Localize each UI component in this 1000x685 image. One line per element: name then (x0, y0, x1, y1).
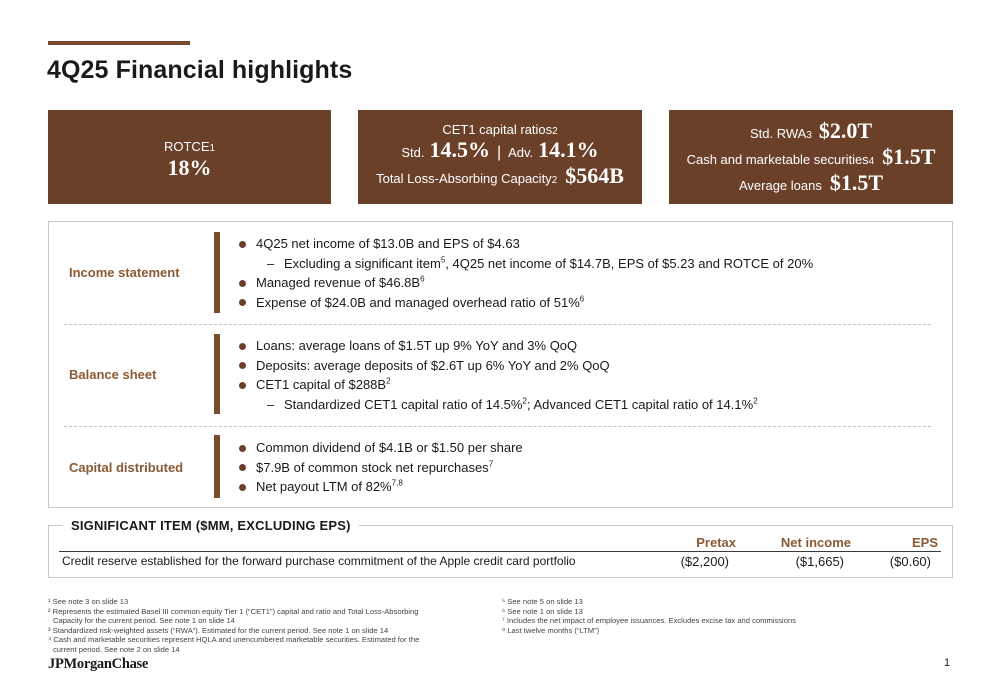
eps-header: EPS (911, 535, 938, 550)
rwa-value: $2.0T (818, 118, 873, 143)
balance-sheet-label: Balance sheet (69, 367, 157, 382)
tlac-value: $564B (565, 163, 624, 188)
cet1-values-line (358, 137, 642, 163)
tlac-line: Total Loss-Absorbing Capacity 2 $564B (376, 163, 624, 188)
cash-label: Cash and marketable securities (686, 152, 869, 167)
footnote: ⁷ Includes the net impact of employee issuances. Excludes excise tax and commissions (502, 616, 796, 626)
list-item: CET1 capital of $\$288B^2$ (239, 375, 758, 395)
page-title: 4Q25 Financial highlights (47, 56, 353, 84)
rwa-line: Std. RWA 3 $2.0T (749, 118, 873, 143)
kpi-cet1-box (358, 110, 642, 204)
cash-line: Cash and marketable securities 4 $1.5T (686, 144, 936, 169)
income-statement-label: Income statement (69, 265, 180, 280)
footnote: ⁶ See note 1 on slide 13 (502, 606, 583, 616)
table-header-rule (59, 551, 941, 552)
footnote: ⁸ Last twelve months (“LTM”) (502, 625, 600, 635)
footnote: ¹ See note 3 on slide 13 (48, 597, 129, 606)
footnote: Capacity for the current period. See note 1 on slide 14 (53, 616, 235, 626)
net-income-value: ($1,665) (795, 554, 844, 569)
rwa-label: Std. RWA (749, 126, 807, 141)
balance-bullet-list (239, 336, 758, 414)
section-divider (64, 426, 931, 427)
cet1-std-value: 14.5% (429, 137, 490, 162)
footnote: ⁵ See note 5 on slide 13 (502, 597, 583, 606)
list-item: Managed revenue of $\$46.8B^6$ (239, 273, 813, 293)
footnotes-left (48, 597, 488, 655)
capital-distributed-label: Capital distributed (69, 460, 184, 475)
eps-value: ($0.60) (889, 554, 931, 569)
pretax-value: ($2,200) (680, 554, 729, 569)
footnote: ⁴ Cash and marketable securities represent HQLA and unencumbered marketable securities. Estimated for the (48, 635, 420, 645)
cet1-label-line: CET1 capital ratios 2 (442, 122, 558, 137)
list-item: 4Q25 net income of $13.0B and EPS of $4.63 (239, 234, 813, 254)
brand-logo: JPMorganChase (48, 656, 149, 672)
significant-item-title: SIGNIFICANT ITEM ($MM, EXCLUDING EPS) (63, 518, 359, 533)
capital-bullet-list (239, 438, 523, 497)
significant-item-panel (48, 518, 953, 578)
list-item: Expense of $24.0B and managed overhead ratio of 51%$^6$ (239, 293, 813, 313)
footnote: ² Represents the estimated Basel III common equity Tier 1 (“CET1”) capital and ratio and Total Loss-Absorbing (48, 606, 419, 616)
list-item: $7.9B of common stock net repurchases$^7$ (239, 458, 523, 478)
cet1-adv-label: Adv. (508, 145, 534, 160)
cet1-label: CET1 capital ratios (442, 122, 553, 137)
list-item: Loans: average loans of $1.5T up 9% YoY and 3% QoQ (239, 336, 758, 356)
income-bullet-list (239, 234, 813, 312)
footnote: current period. See note 2 on slide 14 (53, 644, 180, 654)
rotce-value-line (48, 155, 331, 181)
list-item: Deposits: average deposits of $2.6T up 6% YoY and 2% QoQ (239, 356, 758, 376)
loans-value: $1.5T (829, 170, 884, 195)
loans-line (669, 170, 953, 196)
kpi-balance-box (669, 110, 953, 204)
cet1-std-label: Std. (401, 145, 425, 160)
list-item: Net payout LTM of 82%$^{7,8}$ (239, 477, 523, 497)
cet1-separator: | (496, 144, 502, 161)
significant-item-description: Credit reserve established for the forward purchase commitment of the Apple credit card portfolio (62, 554, 576, 568)
income-section-bar (214, 232, 220, 313)
rotce-label: ROTCE (163, 139, 210, 154)
page-number: 1 (944, 657, 951, 669)
title-accent-bar (48, 41, 190, 45)
rotce-value: 18% (167, 155, 212, 180)
footnotes-right (502, 597, 902, 635)
loans-label: Average loans (738, 178, 822, 193)
cet1-adv-value: 14.1% (538, 137, 599, 162)
rotce-label-line: ROTCE 1 (163, 139, 215, 154)
footnote: ³ Standardized risk-weighted assets (“RWA”). Estimated for the current period. See note 1 on slide 14 (48, 625, 389, 635)
capital-section-bar (214, 435, 220, 498)
net-income-header: Net income (780, 535, 851, 550)
list-item: Common dividend of $4.1B or $1.50 per share (239, 438, 523, 458)
kpi-rotce-box (48, 110, 331, 204)
cash-value: $1.5T (882, 144, 936, 169)
tlac-label: Total Loss-Absorbing Capacity (376, 171, 552, 186)
list-sub-item: – Excluding a significant item$^5$, 4Q25 net income of $14.7B, EPS of $5.23 and ROTCE of 20% (239, 254, 813, 274)
highlights-panel (48, 221, 953, 508)
balance-section-bar (214, 334, 220, 414)
section-divider (64, 324, 931, 325)
list-sub-item: – Standardized CET1 capital ratio of 14.5%$^2$; Advanced CET1 capital ratio of 14.1%$^2$ (239, 395, 758, 415)
pretax-header: Pretax (696, 535, 736, 550)
